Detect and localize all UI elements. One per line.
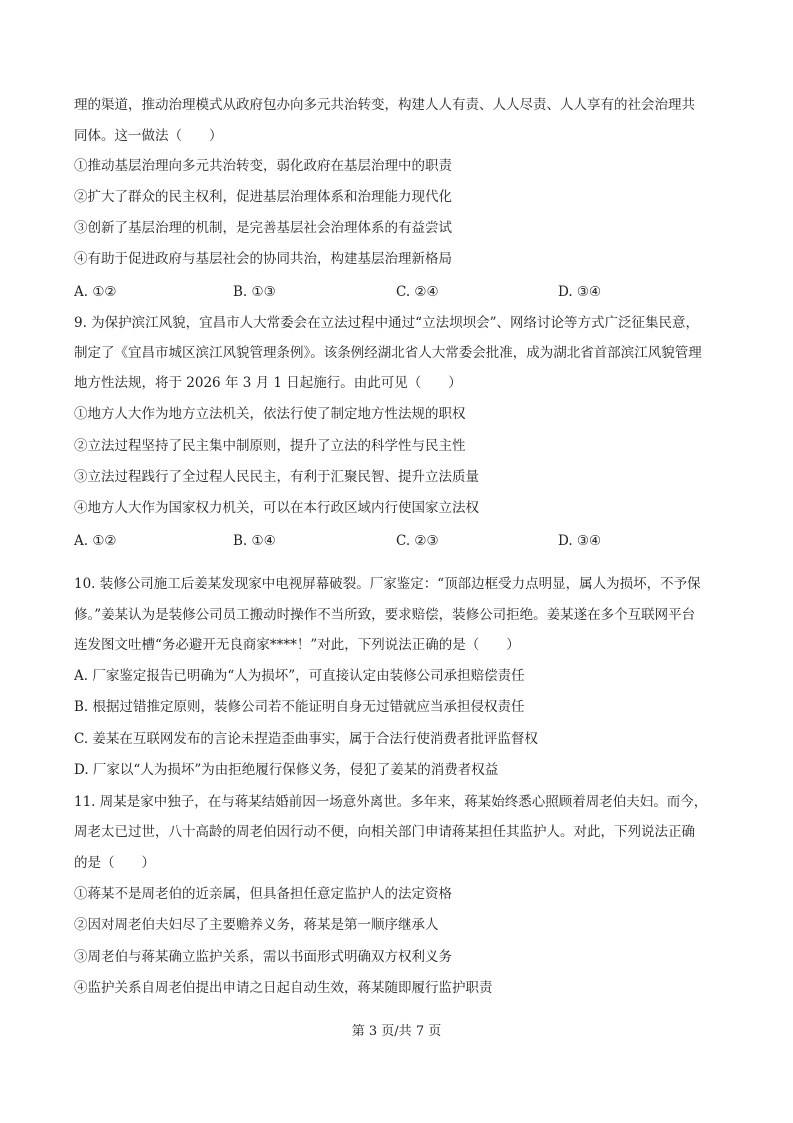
q10-stem-line-2: 修。”姜某认为是装修公司员工搬动时操作不当所致，要求赔偿，装修公司拒绝。姜某遂在多个互联网平台 [74,607,696,623]
q9-option-c: C. ②③ [396,533,439,549]
q10-option-b: B. 根据过错推定原则，装修公司若不能证明自身无过错就应当承担侵权责任 [74,699,525,715]
q9-stem-line-3: 地方性法规，将于 2026 年 3 月 1 日起施行。由此可见（ ） [74,375,462,391]
q11-statement-2: ②因对周老伯夫妇尽了主要赡养义务，蒋某是第一顺序继承人 [74,917,439,933]
q8-statement-1: ①推动基层治理向多元共治转变，弱化政府在基层治理中的职责 [74,158,452,174]
q9-options [74,531,734,551]
q9-option-b: B. ①④ [233,533,276,549]
q10-stem-line-1: 10. 装修公司施工后姜某发现家中电视屏幕破裂。厂家鉴定：“顶部边框受力点明显，属人为损坏，不予保 [74,576,701,592]
q9-option-a: A. ①② [74,533,117,549]
q11-statement-1: ①蒋某不是周老伯的近亲属，但具备担任意定监护人的法定资格 [74,886,452,902]
q9-statement-2: ②立法过程坚持了民主集中制原则，提升了立法的科学性与民主性 [74,438,466,454]
q11-stem-line-1: 11. 周某是家中独子，在与蒋某结婚前因一场意外离世。多年来，蒋某始终悉心照顾着周老伯夫妇。而今， [74,794,708,810]
q11-statement-4: ④监护关系自周老伯提出申请之日起自动生效，蒋某随即履行监护职责 [74,980,493,996]
q9-statement-4: ④地方人大作为国家权力机关，可以在本行政区域内行使国家立法权 [74,500,479,516]
q11-statement-3: ③周老伯与蒋某确立监护关系，需以书面形式明确双方权利义务 [74,949,452,965]
q8-statement-2: ②扩大了群众的民主权利，促进基层治理体系和治理能力现代化 [74,189,452,205]
q8-statement-4: ④有助于促进政府与基层社会的协同共治，构建基层治理新格局 [74,251,452,267]
q8-stem-line-1: 理的渠道，推动治理模式从政府包办向多元共治转变，构建人人有责、人人尽责、人人享有的社会治理共 [74,97,695,113]
q8-stem-line-2: 同体。这一做法（ ） [74,128,223,144]
q8-options [74,282,734,302]
page-number: 第 3 页/共 7 页 [351,1024,442,1039]
q10-option-a: A. 厂家鉴定报告已明确为“人为损坏”，可直接认定由装修公司承担赔偿责任 [74,668,525,684]
q9-stem-line-2: 制定了《宜昌市城区滨江风貌管理条例》。该条例经湖北省人大常委会批准，成为湖北省首部滨江风貌管理 [74,345,702,361]
q8-option-d: D. ③④ [558,284,602,300]
q10-option-c: C. 姜某在互联网发布的言论未捏造歪曲事实，属于合法行使消费者批评监督权 [74,731,538,747]
q11-stem-line-3: 的是（ ） [74,855,155,871]
q9-option-d: D. ③④ [558,533,602,549]
q8-statement-3: ③创新了基层治理的机制，是完善基层社会治理体系的有益尝试 [74,220,452,236]
q8-option-a: A. ①② [74,284,117,300]
q9-statement-1: ①地方人大作为地方立法机关，依法行使了制定地方性法规的职权 [74,406,466,422]
q9-stem-line-1: 9. 为保护滨江风貌，宜昌市人大常委会在立法过程中通过“立法坝坝会”、网络讨论等方式广泛征集民意， [74,315,699,331]
q11-stem-line-2: 周老太已过世，八十高龄的周老伯因行动不便，向相关部门申请蒋某担任其监护人。对此，下列说法正确 [74,824,695,840]
q10-option-d: D. 厂家以“人为损坏”为由拒绝履行保修义务，侵犯了姜某的消费者权益 [74,762,499,778]
q10-stem-line-3: 连发图文吐槽“务必避开无良商家****！”对此，下列说法正确的是（ ） [74,637,520,653]
q8-option-b: B. ①③ [233,284,276,300]
q8-option-c: C. ②④ [396,284,439,300]
q9-statement-3: ③立法过程践行了全过程人民民主，有利于汇聚民智、提升立法质量 [74,469,479,485]
